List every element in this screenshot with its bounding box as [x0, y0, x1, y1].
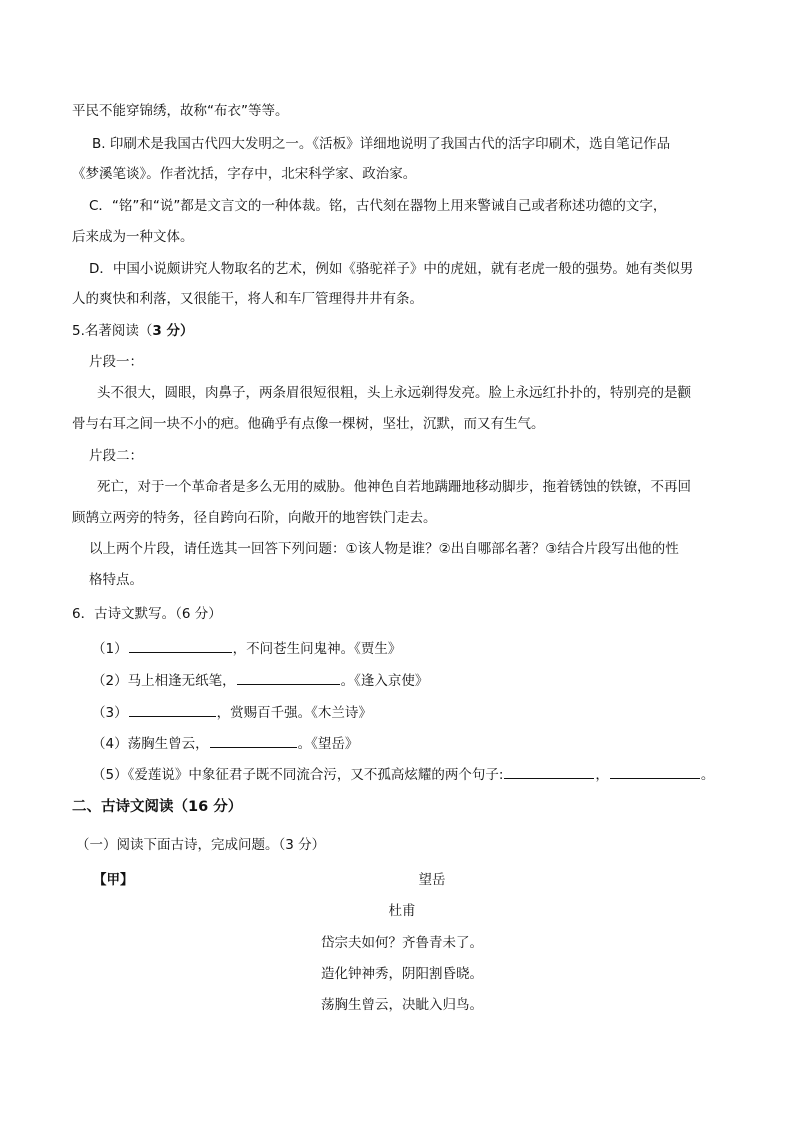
q6-item4-tail: 。《望岳》 — [297, 736, 359, 752]
q5-title — [72, 321, 193, 341]
poem-line-1: 岱宗夫如何？齐鲁青未了。 — [321, 935, 483, 951]
q6-item4-text: （4）荡胸生曾云， — [92, 736, 209, 752]
q6-item4-blank[interactable] — [210, 733, 297, 748]
q5-fragment2-line2: 顾鹄立两旁的特务，径自跨向石阶，向敞开的地窖铁门走去。 — [72, 510, 437, 526]
option-d-line2: 人的爽快和利落，又很能干，将人和车厂管理得井井有条。 — [72, 291, 423, 307]
q5-title-suffix: ） — [179, 323, 194, 339]
q5-fragment1-label: 片段一： — [89, 354, 143, 370]
q6-item3-blank[interactable] — [129, 702, 216, 717]
q6-item1-blank[interactable] — [129, 638, 232, 653]
q5-question-line1: 以上两个片段，请任选其一回答下列问题：①该人物是谁？②出自哪部名著？③结合片段写出他的性 — [89, 541, 679, 557]
q6-item5-end: 。 — [700, 767, 715, 783]
option-b-line2: 《梦溪笔谈》。作者沈括，字存中，北宋科学家、政治家。 — [72, 166, 417, 182]
q5-fragment2-line1: 死亡，对于一个革命者是多么无用的威胁。他神色自若地蹒跚地移动脚步，拖着锈蚀的铁镣，不再回 — [97, 479, 691, 495]
q6-item2-text: （2）马上相逢无纸笔， — [92, 673, 236, 689]
q6-item5-text: （5）《爱莲说》中象征君子既不同流合污，又不孤高炫耀的两个句子: — [92, 767, 504, 783]
q6-title: 6．古诗文默写。（6 分） — [72, 606, 222, 622]
q6-item1-text: ，不问苍生问鬼神。《贾生》 — [232, 641, 402, 657]
poem-line-2: 造化钟神秀，阴阳割昏晓。 — [321, 966, 483, 982]
poem-author: 杜甫 — [388, 903, 416, 919]
option-a-tail: 平民不能穿锦绣，故称“布衣”等等。 — [72, 103, 289, 119]
q6-item5-blank1[interactable] — [504, 764, 594, 779]
poem-line-3: 荡胸生曾云，决眦入归鸟。 — [321, 997, 483, 1013]
q6-item5-blank2[interactable] — [610, 764, 700, 779]
q6-item2-blank[interactable] — [237, 670, 340, 685]
q5-fragment1-line1: 头不很大，圆眼，肉鼻子，两条眉很短很粗，头上永远剃得发亮。脸上永远红扑扑的，特别亮的是颧 — [97, 385, 691, 401]
q6-item5-separator: ， — [595, 767, 609, 783]
option-b-line1: B. 印刷术是我国古代四大发明之一。《活板》详细地说明了我国古代的活字印刷术，选自笔记作品 — [92, 136, 671, 152]
q6-item1-number: （1） — [92, 641, 128, 657]
q5-question-line2: 格特点。 — [89, 572, 143, 588]
q6-item4 — [92, 733, 358, 754]
q5-fragment1-line2: 骨与右耳之间一块不小的疤。他确乎有点像一棵树，坚壮，沉默，而又有生气。 — [72, 416, 545, 432]
poem-tag: 【甲】 — [93, 872, 134, 888]
section2-sub1: （一）阅读下面古诗，完成问题。（3 分） — [76, 837, 326, 853]
q6-item3-number: （3） — [92, 705, 128, 721]
q6-item3 — [92, 702, 372, 723]
q6-item3-text: ，赏赐百千强。《木兰诗》 — [216, 705, 372, 721]
q5-title-prefix: 5.名著阅读（ — [72, 323, 153, 339]
q6-item2 — [92, 670, 428, 691]
q5-title-score: 3 分 — [152, 323, 180, 339]
option-c-line1: C．“铭”和“说”都是文言文的一种体裁。铭，古代刻在器物上用来警诫自己或者称述功德的文字， — [89, 198, 667, 214]
q5-fragment2-label: 片段二： — [89, 448, 143, 464]
poem-title: 望岳 — [418, 872, 446, 888]
q6-item5 — [92, 764, 714, 785]
section2-heading: 二、古诗文阅读（16 分） — [72, 799, 243, 815]
option-c-line2: 后来成为一种文体。 — [72, 229, 194, 245]
option-d-line1: D．中国小说颇讲究人物取名的艺术，例如《骆驼祥子》中的虎妞，就有老虎一般的强势。她有类似男 — [89, 261, 694, 277]
q6-item1 — [92, 638, 401, 659]
q6-item2-tail: 。《逢入京使》 — [340, 673, 429, 689]
